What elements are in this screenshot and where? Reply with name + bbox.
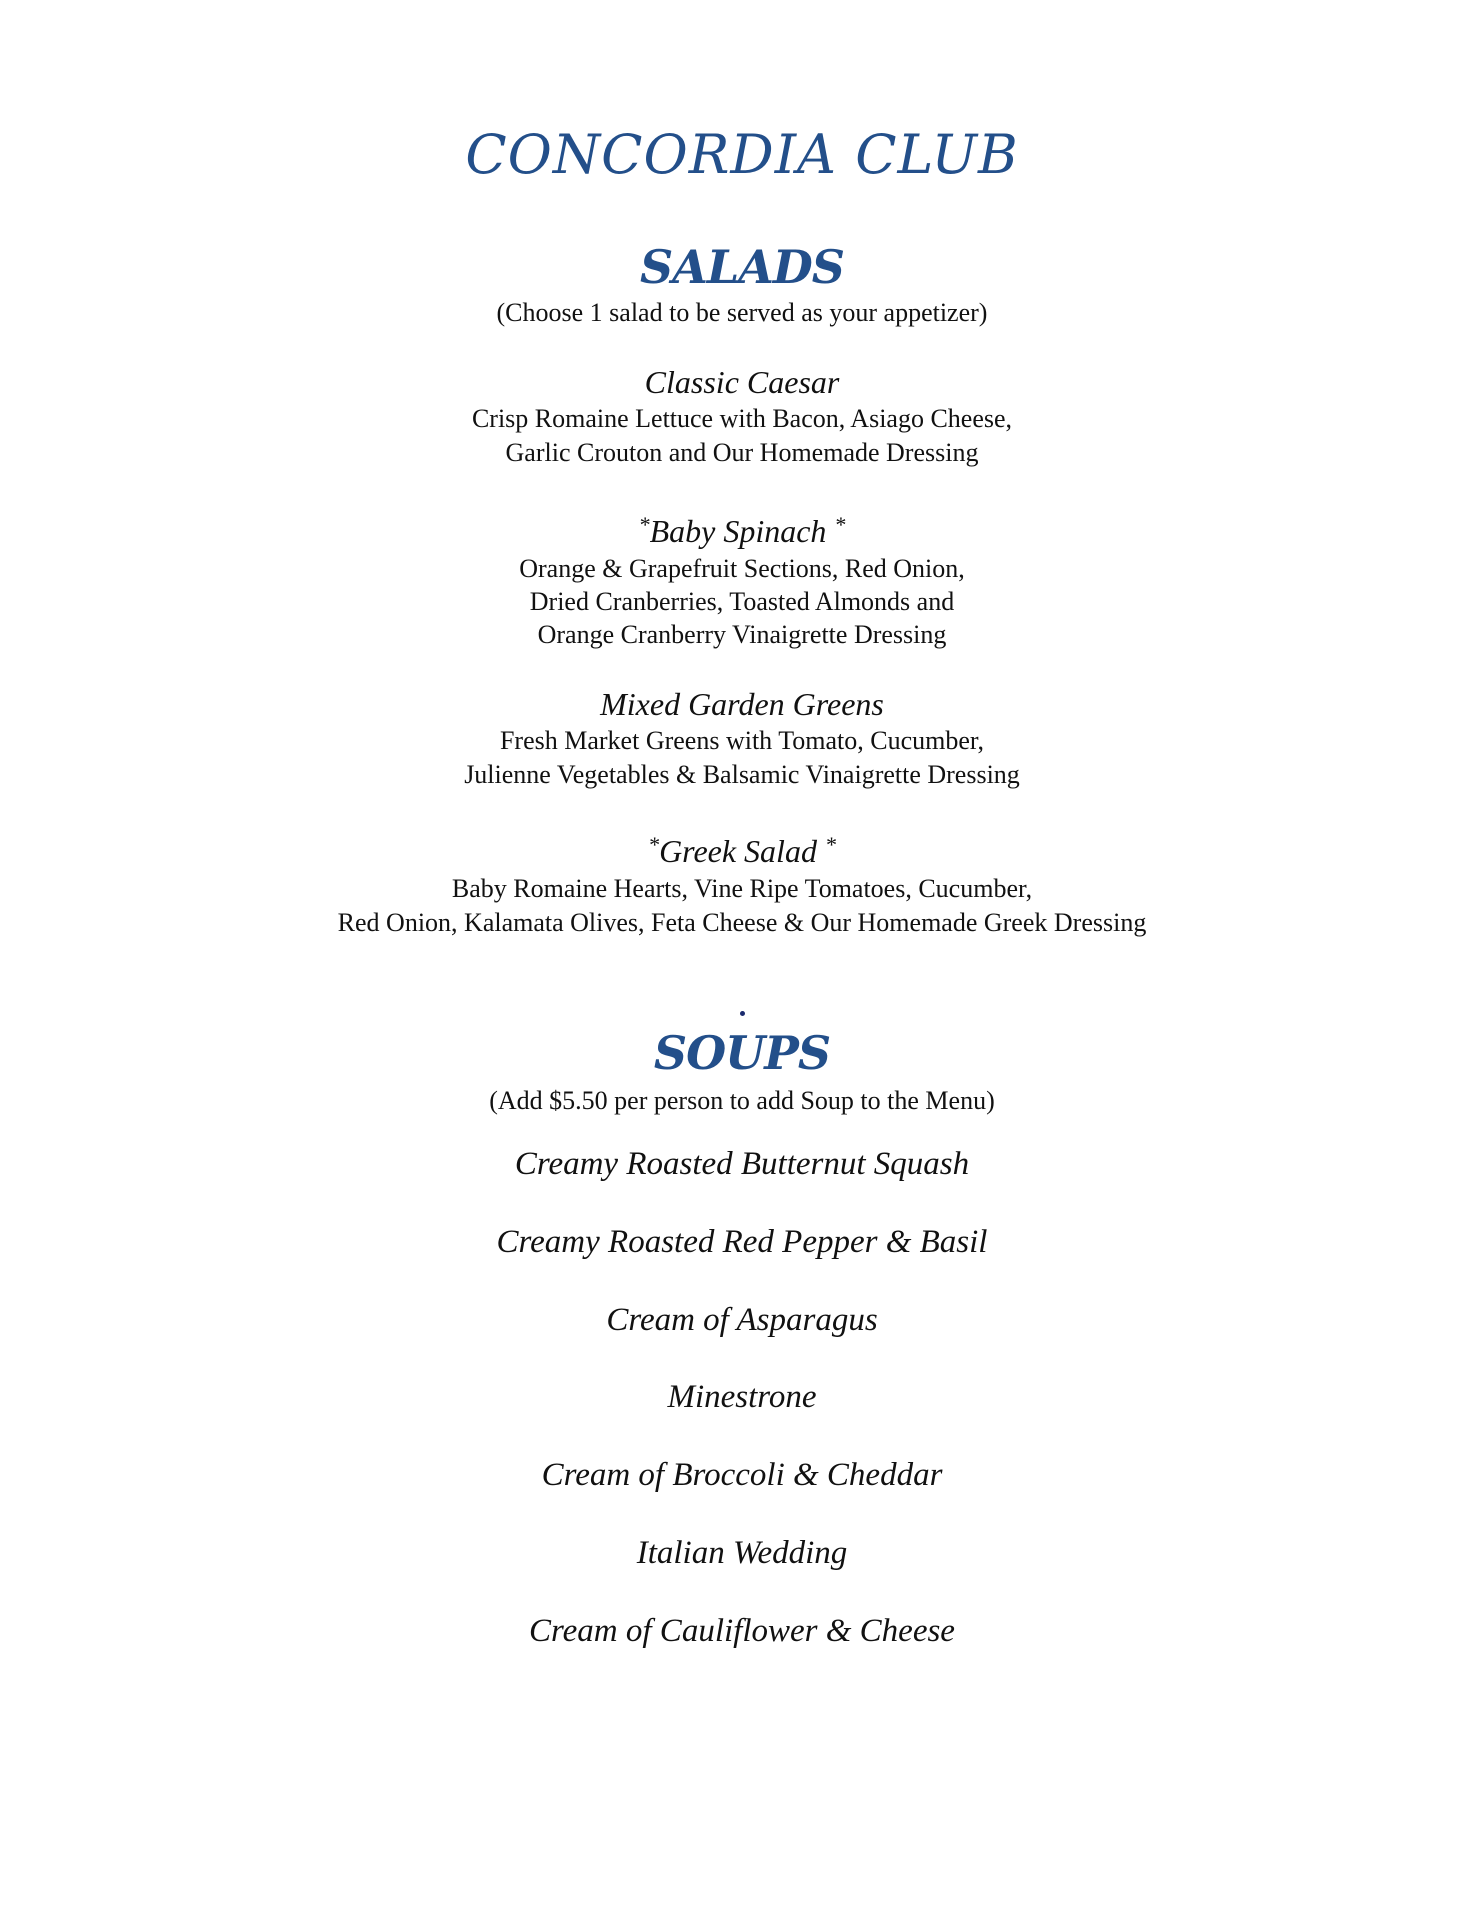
salad-desc-line: Fresh Market Greens with Tomato, Cucumber,	[499, 726, 985, 755]
salad-name-text: Greek Salad	[659, 833, 825, 869]
soups-note: (Add $5.50 per person to add Soup to the Menu)	[489, 1086, 995, 1115]
soup-item: Italian Wedding	[636, 1535, 848, 1571]
salad-desc-line: Baby Romaine Hearts, Vine Ripe Tomatoes, Cucumber,	[451, 874, 1033, 903]
star-marker: *	[648, 832, 660, 857]
salads-note: (Choose 1 salad to be served as your appetizer)	[496, 298, 988, 327]
salad-desc-line: Crisp Romaine Lettuce with Bacon, Asiago Cheese,	[471, 404, 1013, 433]
soup-item: Creamy Roasted Red Pepper & Basil	[496, 1224, 988, 1260]
salad-name-classic-caesar: Classic Caesar	[644, 364, 840, 400]
soups-heading: SOUPS	[653, 1026, 831, 1080]
soup-item: Cream of Broccoli & Cheddar	[541, 1457, 943, 1493]
soup-item: Cream of Asparagus	[606, 1302, 878, 1338]
club-title: CONCORDIA CLUB	[465, 123, 1019, 186]
salads-heading: SALADS	[639, 240, 845, 294]
salad-desc-line: Dried Cranberries, Toasted Almonds and	[529, 587, 955, 616]
salad-desc-line: Garlic Crouton and Our Homemade Dressing	[505, 438, 979, 467]
soup-item: Creamy Roasted Butternut Squash	[514, 1146, 970, 1182]
soup-item: Cream of Cauliflower & Cheese	[529, 1613, 955, 1649]
salad-name-greek-salad	[0, 834, 1484, 867]
salad-desc-line: Julienne Vegetables & Balsamic Vinaigrette Dressing	[464, 760, 1020, 789]
salad-name-baby-spinach	[0, 514, 1484, 547]
salad-desc-line: Red Onion, Kalamata Olives, Feta Cheese & Our Homemade Greek Dressing	[337, 908, 1147, 937]
soup-item: Minestrone	[667, 1379, 817, 1415]
salad-desc-line: Orange Cranberry Vinaigrette Dressing	[537, 620, 947, 649]
salad-name-text: Baby Spinach	[649, 513, 835, 549]
salad-desc-line: Orange & Grapefruit Sections, Red Onion,	[519, 554, 965, 583]
star-marker: *	[638, 512, 650, 537]
salad-name-mixed-garden-greens: Mixed Garden Greens	[600, 686, 884, 722]
star-marker: *	[834, 512, 846, 537]
star-marker: *	[824, 832, 836, 857]
decorative-dot	[740, 1011, 745, 1016]
